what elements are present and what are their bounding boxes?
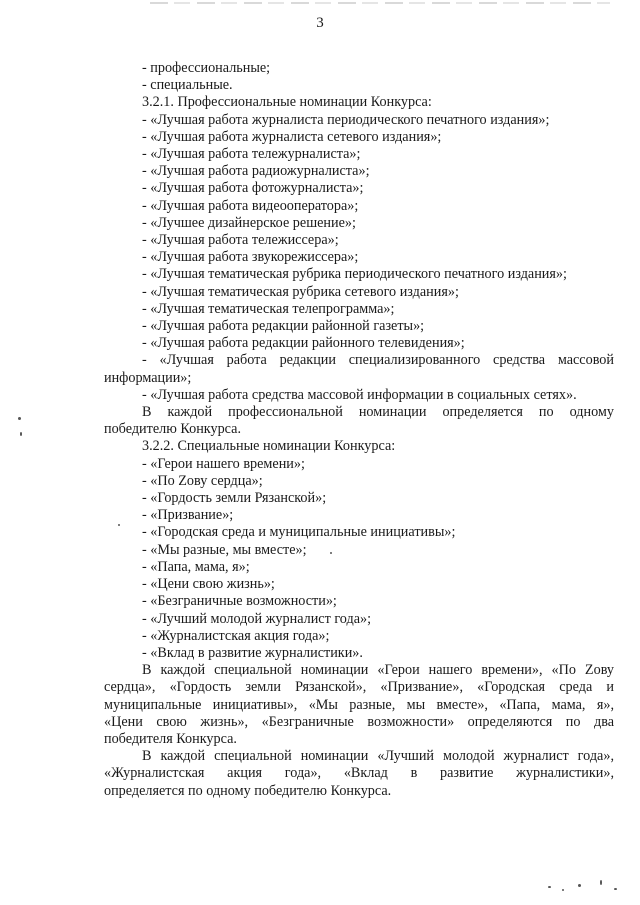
- list-item: - «Папа, мама, я»;: [142, 558, 250, 575]
- list-item: - «Лучшая тематическая рубрика периодического печатного издания»;: [142, 266, 567, 283]
- list-item: - «Лучшая работа тележурналиста»;: [142, 146, 361, 163]
- paragraph-line: победителя Конкурса.: [104, 730, 237, 747]
- scan-speck: [18, 417, 21, 420]
- list-item: - «Лучшая работа журналиста периодического печатного издания»;: [142, 111, 550, 128]
- list-item: - «Журналистская акция года»;: [142, 627, 330, 644]
- list-item: - «Гордость земли Рязанской»;: [142, 490, 327, 507]
- list-item: - «Безграничные возможности»;: [142, 593, 337, 610]
- list-item: - «Лучшая работа звукорежиссера»;: [142, 249, 359, 266]
- list-item: - «Лучшая работа тележиссера»;: [142, 232, 339, 249]
- list-item: - «Герои нашего времени»;: [142, 455, 305, 472]
- document-body: [104, 60, 614, 800]
- list-item: - «Городская среда и муниципальные инициативы»;: [142, 524, 456, 541]
- section-heading: 3.2.2. Специальные номинации Конкурса:: [142, 438, 396, 455]
- scan-speck: [548, 886, 551, 888]
- scan-speck: [118, 524, 120, 526]
- list-item: - «Лучшая работа журналиста сетевого издания»;: [142, 128, 442, 145]
- scan-speck: [330, 552, 332, 554]
- list-item: - «Лучший молодой журналист года»;: [142, 610, 372, 627]
- paragraph-line: победителю Конкурса.: [104, 421, 241, 438]
- list-item: - «Лучшая работа редакции районной газеты»;: [142, 318, 425, 335]
- scan-speck: [562, 889, 564, 891]
- list-item-continuation: информации»;: [104, 369, 192, 386]
- paragraph-line: В каждой профессиональной номинации определяется по одному: [142, 404, 614, 421]
- list-item: - «Призвание»;: [142, 507, 234, 524]
- paragraph-line: муниципальные инициативы», «Мы разные, мы вместе», «Папа, мама, я»,: [104, 696, 614, 713]
- paragraph-line: определяется по одному победителю Конкурса.: [104, 782, 392, 799]
- list-item: - «Лучшая тематическая рубрика сетевого издания»;: [142, 283, 459, 300]
- list-item: - «Мы разные, мы вместе»;: [142, 541, 307, 558]
- list-item: - «Лучшая работа видеооператора»;: [142, 197, 359, 214]
- paragraph-line: сердца», «Гордость земли Рязанской», «Призвание», «Городская среда и: [104, 679, 614, 696]
- scan-speck: [600, 880, 602, 885]
- list-item: - «Лучшая работа редакции районного телевидения»;: [142, 335, 465, 352]
- scan-speck: [20, 432, 22, 436]
- list-item: - «Вклад в развитие журналистики».: [142, 644, 363, 661]
- scan-speck: [614, 888, 617, 890]
- page-number: 3: [316, 15, 324, 31]
- list-item: - «Лучшая работа фотожурналиста»;: [142, 180, 364, 197]
- scan-artifact-top: [150, 2, 610, 4]
- paragraph-line: «Цени свою жизнь», «Безграничные возможности» определяются по два: [104, 713, 614, 730]
- paragraph-line: В каждой специальной номинации «Герои нашего времени», «По Zову: [142, 662, 614, 679]
- list-item: - «Цени свою жизнь»;: [142, 576, 275, 593]
- section-heading: 3.2.1. Профессиональные номинации Конкурса:: [142, 94, 432, 111]
- scan-speck: [578, 884, 581, 887]
- list-item: - «Лучшая тематическая телепрограмма»;: [142, 300, 395, 317]
- list-item: - «Лучшая работа средства массовой информации в социальных сетях».: [142, 386, 577, 403]
- list-item: - «Лучшая работа редакции специализированного средства массовой: [142, 352, 614, 369]
- paragraph-line: В каждой специальной номинации «Лучший молодой журналист года»,: [142, 748, 614, 765]
- list-item: - «Лучшее дизайнерское решение»;: [142, 214, 356, 231]
- list-item: - «По Zову сердца»;: [142, 472, 263, 489]
- list-item: - профессиональные;: [142, 60, 271, 76]
- list-item: - «Лучшая работа радиожурналиста»;: [142, 163, 370, 180]
- paragraph-line: «Журналистская акция года», «Вклад в развитие журналистики»,: [104, 765, 614, 782]
- list-item: - специальные.: [142, 77, 233, 94]
